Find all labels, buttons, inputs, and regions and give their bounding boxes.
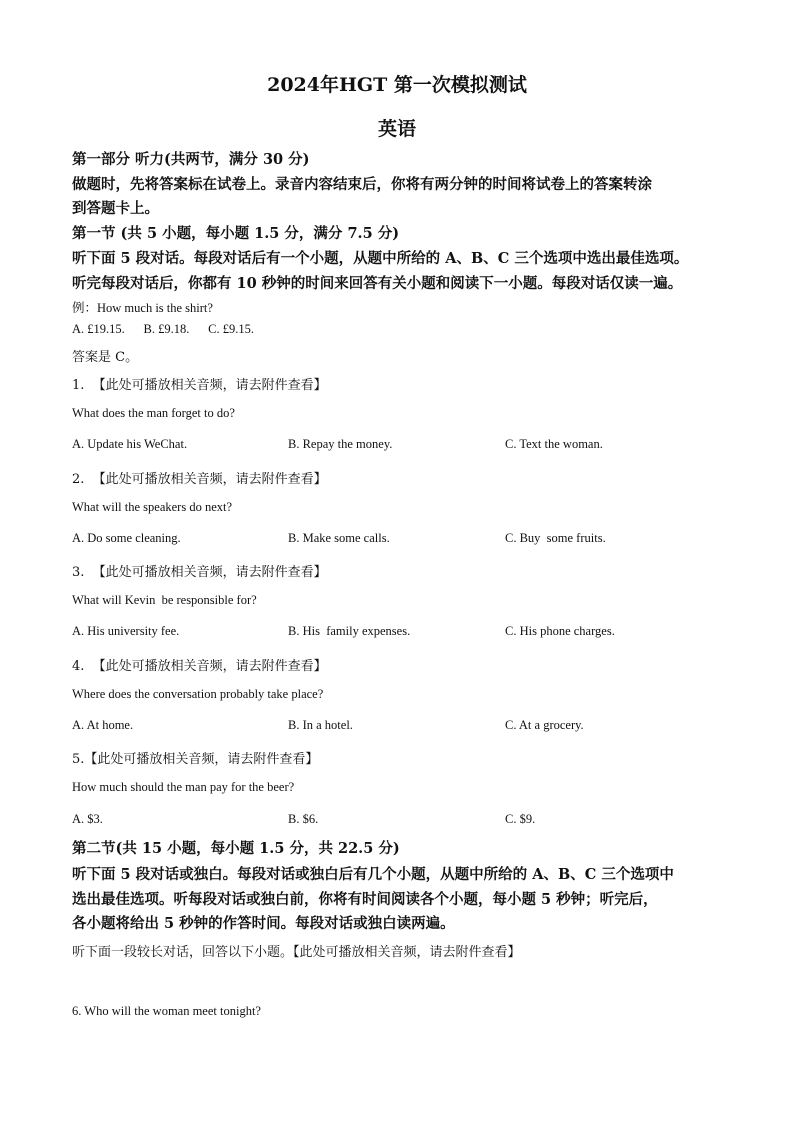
q1-option-b: B. Repay the money. bbox=[288, 437, 393, 451]
section1-instruction-line-1: 听下面 5 段对话。每段对话后有一个小题，从题中所给的 A、B、C 三个选项中选出最佳选项。 bbox=[72, 250, 689, 267]
q1-option-c: C. Text the woman. bbox=[505, 437, 603, 451]
section2-instruction-line-1: 听下面 5 段对话或独白。每段对话或独白后有几个小题，从题中所给的 A、B、C 三个选项中 bbox=[72, 866, 674, 883]
q5-text: How much should the man pay for the beer? bbox=[72, 780, 295, 794]
q4-audio-link[interactable]: 4. 【此处可播放相关音频，请去附件查看】 bbox=[72, 659, 327, 674]
q3-audio-link[interactable]: 3. 【此处可播放相关音频，请去附件查看】 bbox=[72, 565, 327, 580]
q5-option-a: A. $3. bbox=[72, 812, 103, 826]
q1-audio-link[interactable]: 1. 【此处可播放相关音频，请去附件查看】 bbox=[72, 378, 327, 393]
example-answer: 答案是 C。 bbox=[72, 350, 139, 365]
exam-subject: 英语 bbox=[377, 118, 416, 140]
part1-heading: 第一部分 听力(共两节，满分 30 分) bbox=[72, 151, 310, 168]
q5-audio-link[interactable]: 5.【此处可播放相关音频，请去附件查看】 bbox=[72, 752, 319, 767]
q2-text: What will the speakers do next? bbox=[72, 500, 233, 514]
section2-heading: 第二节(共 15 小题，每小题 1.5 分，共 22.5 分) bbox=[72, 840, 400, 857]
q4-option-b: B. In a hotel. bbox=[288, 718, 353, 732]
q4-option-c: C. At a grocery. bbox=[505, 718, 584, 732]
example-question: 例：How much is the shirt? bbox=[72, 301, 213, 315]
q3-text: What will Kevin be responsible for? bbox=[72, 593, 257, 607]
section2-instruction-line-2: 选出最佳选项。听每段对话或独白前，你将有时间阅读各个小题，每小题 5 秒钟；听完后， bbox=[72, 891, 658, 908]
exam-title: 2024年HGT 第一次模拟测试 bbox=[267, 74, 527, 96]
q1-option-a: A. Update his WeChat. bbox=[72, 437, 188, 451]
part1-instruction-line-1: 做题时，先将答案标在试卷上。录音内容结束后，你将有两分钟的时间将试卷上的答案转涂 bbox=[72, 176, 652, 193]
q6-text: 6. Who will the woman meet tonight? bbox=[72, 1004, 261, 1018]
q5-option-b: B. $6. bbox=[288, 812, 319, 826]
example-options: A. £19.15. B. £9.18. C. £9.15. bbox=[72, 322, 254, 336]
q2-audio-link[interactable]: 2. 【此处可播放相关音频，请去附件查看】 bbox=[72, 472, 327, 487]
q3-option-c: C. His phone charges. bbox=[505, 624, 615, 638]
q3-option-a: A. His university fee. bbox=[72, 624, 180, 638]
q5-option-c: C. $9. bbox=[505, 812, 536, 826]
q2-option-b: B. Make some calls. bbox=[288, 531, 390, 545]
q4-option-a: A. At home. bbox=[72, 718, 134, 732]
q3-option-b: B. His family expenses. bbox=[288, 624, 411, 638]
q2-option-c: C. Buy some fruits. bbox=[505, 531, 606, 545]
section2-audio-prompt[interactable]: 听下面一段较长对话，回答以下小题。【此处可播放相关音频，请去附件查看】 bbox=[72, 945, 521, 960]
part1-instruction-line-2: 到答题卡上。 bbox=[72, 200, 159, 217]
section1-heading: 第一节 (共 5 小题，每小题 1.5 分，满分 7.5 分) bbox=[72, 225, 400, 242]
q4-text: Where does the conversation probably take place? bbox=[72, 687, 324, 701]
q1-text: What does the man forget to do? bbox=[72, 406, 235, 420]
q2-option-a: A. Do some cleaning. bbox=[72, 531, 181, 545]
section1-instruction-line-2: 听完每段对话后，你都有 10 秒钟的时间来回答有关小题和阅读下一小题。每段对话仅读一遍。 bbox=[72, 275, 683, 292]
section2-instruction-line-3: 各小题将给出 5 秒钟的作答时间。每段对话或独白读两遍。 bbox=[72, 915, 455, 932]
